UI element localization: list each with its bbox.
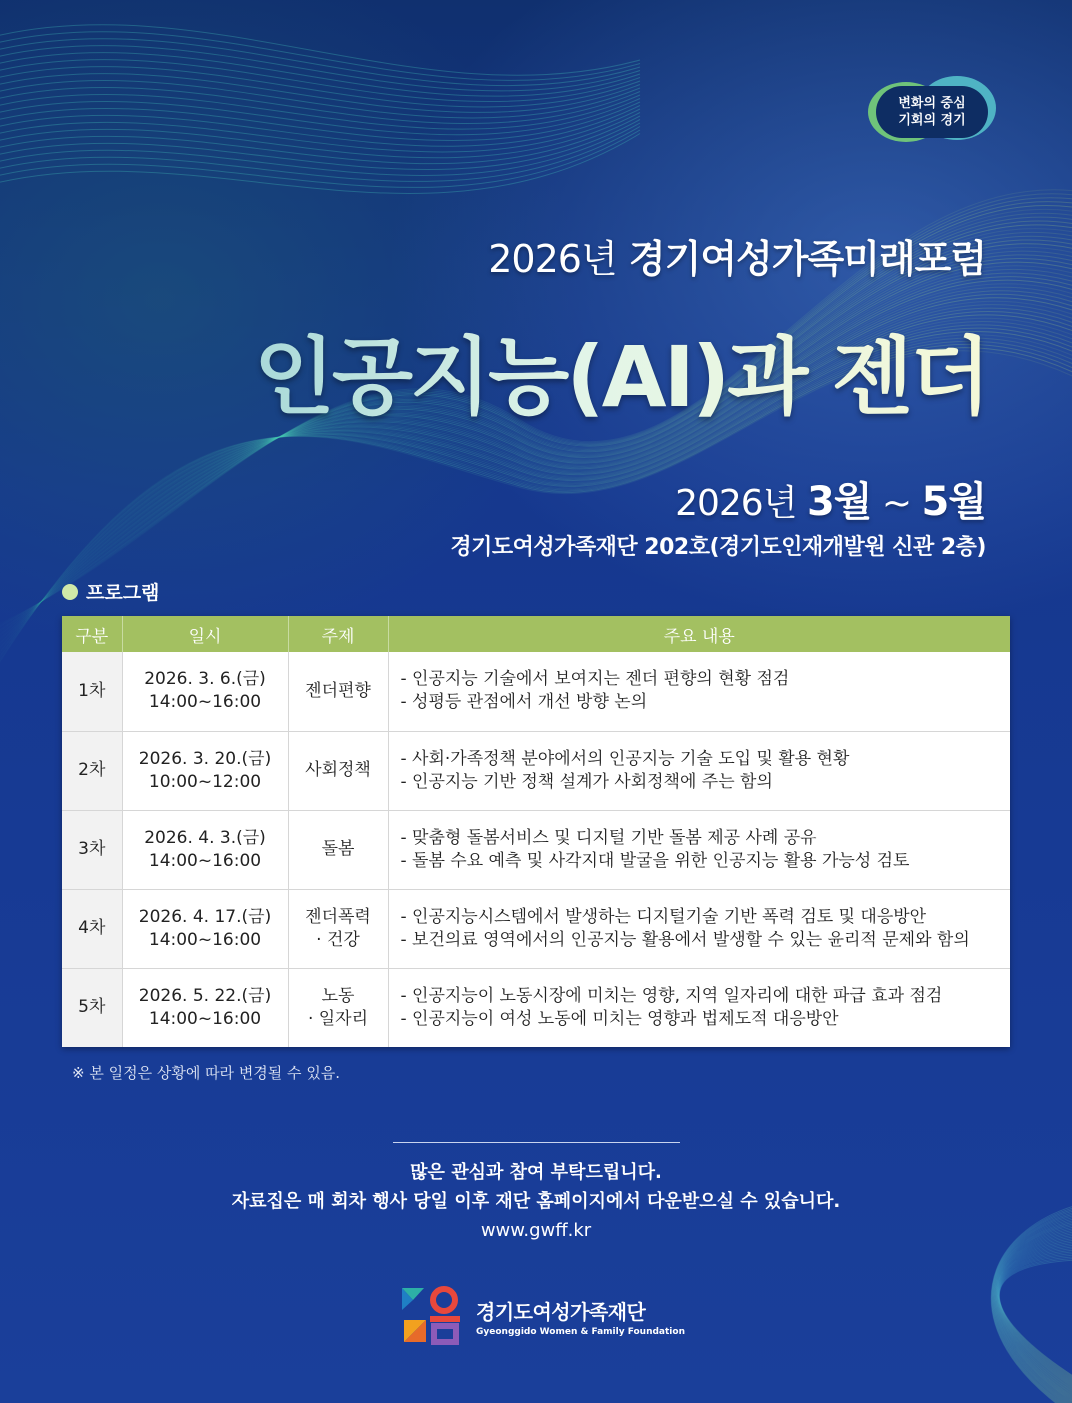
content-line-2: - 인공지능이 여성 노동에 미치는 영향과 법제도적 대응방안 bbox=[400, 1008, 839, 1029]
table-row bbox=[62, 731, 1010, 810]
divider bbox=[393, 1142, 680, 1143]
cell-content bbox=[388, 731, 1010, 810]
cell-date bbox=[122, 652, 288, 731]
schedule-note: ※ 본 일정은 상황에 따라 변경될 수 있음. bbox=[72, 1064, 341, 1082]
cell-date bbox=[122, 731, 288, 810]
content-line-2: - 인공지능 기반 정책 설계가 사회정책에 주는 함의 bbox=[400, 771, 773, 792]
event-period bbox=[675, 470, 986, 527]
cell-date bbox=[122, 889, 288, 968]
cell-round bbox=[62, 889, 122, 968]
cell-date bbox=[122, 810, 288, 889]
cell-content bbox=[388, 652, 1010, 731]
session-date: 2026. 3. 6.(금) bbox=[144, 669, 266, 690]
content-line-2: - 성평등 관점에서 개선 방향 논의 bbox=[400, 692, 648, 713]
period-separator: ~ bbox=[881, 483, 912, 524]
footer-message bbox=[0, 1158, 1072, 1245]
period-end: 5월 bbox=[921, 479, 986, 525]
topic-line-2: · 건강 bbox=[316, 929, 360, 950]
period-year: 2026년 bbox=[675, 483, 797, 524]
session-time: 10:00~12:00 bbox=[148, 771, 262, 792]
round-label: 3차 bbox=[78, 839, 106, 859]
cell-round bbox=[62, 731, 122, 810]
session-date: 2026. 3. 20.(금) bbox=[138, 748, 272, 769]
period-start: 3월 bbox=[806, 479, 872, 525]
main-title: 인공지능(AI)과 젠더 bbox=[254, 310, 988, 431]
content-line-1: - 인공지능시스템에서 발생하는 디지털기술 기반 폭력 검토 및 대응방안 bbox=[400, 906, 927, 927]
session-time: 14:00~16:00 bbox=[148, 692, 262, 713]
topic-line-1: 노동 bbox=[321, 985, 355, 1006]
forum-year: 2026년 bbox=[488, 237, 617, 281]
table-row bbox=[62, 652, 1010, 731]
program-label: 프로그램 bbox=[86, 582, 160, 604]
topic-line-1: 돌봄 bbox=[321, 839, 355, 859]
session-time: 14:00~16:00 bbox=[148, 850, 262, 871]
topic-line-1: 젠더폭력 bbox=[305, 906, 371, 927]
cell-content bbox=[388, 889, 1010, 968]
header-topic: 주제 bbox=[288, 616, 388, 652]
bullet-dot-icon bbox=[62, 584, 78, 600]
session-time: 14:00~16:00 bbox=[148, 929, 262, 950]
cell-round bbox=[62, 810, 122, 889]
round-label: 2차 bbox=[78, 760, 106, 780]
cell-round bbox=[62, 652, 122, 731]
footer-line-1: 많은 관심과 참여 부탁드립니다. bbox=[410, 1162, 662, 1183]
cell-content bbox=[388, 810, 1010, 889]
foundation-name: 경기도여성가족재단 bbox=[476, 1299, 646, 1324]
foundation-name-en: Gyeonggido Women & Family Foundation bbox=[476, 1326, 685, 1337]
content-line-1: - 사회·가족정책 분야에서의 인공지능 기술 도입 및 활용 현황 bbox=[400, 748, 850, 769]
footer-line-2: 자료집은 매 회차 행사 당일 이후 재단 홈페이지에서 다운받으실 수 있습니다. bbox=[231, 1191, 841, 1212]
cell-content bbox=[388, 968, 1010, 1047]
round-label: 4차 bbox=[78, 918, 106, 938]
cell-topic bbox=[288, 652, 388, 731]
content-line-1: - 맞춤형 돌봄서비스 및 디지털 기반 돌봄 제공 사례 공유 bbox=[400, 827, 817, 848]
header-date: 일시 bbox=[122, 616, 288, 652]
cell-topic bbox=[288, 810, 388, 889]
badge-line-1: 변화의 중심 bbox=[898, 96, 966, 111]
content-line-1: - 인공지능이 노동시장에 미치는 영향, 지역 일자리에 대한 파급 효과 점검 bbox=[400, 985, 943, 1006]
header-content: 주요 내용 bbox=[388, 616, 1010, 652]
badge-line-2: 기회의 경기 bbox=[898, 113, 966, 128]
table-row bbox=[62, 968, 1010, 1047]
forum-title bbox=[488, 228, 986, 283]
session-date: 2026. 4. 17.(금) bbox=[138, 906, 272, 927]
round-label: 5차 bbox=[78, 997, 106, 1018]
forum-name: 경기여성가족미래포럼 bbox=[628, 237, 986, 281]
slogan-badge bbox=[868, 76, 996, 148]
topic-line-1: 사회정책 bbox=[305, 760, 371, 780]
table-row bbox=[62, 889, 1010, 968]
round-label: 1차 bbox=[78, 680, 106, 701]
table-header-row bbox=[62, 616, 1010, 652]
cell-topic bbox=[288, 889, 388, 968]
program-heading bbox=[62, 578, 159, 605]
table-row bbox=[62, 810, 1010, 889]
content-line-2: - 보건의료 영역에서의 인공지능 활용에서 발생할 수 있는 윤리적 문제와 함의 bbox=[400, 929, 970, 950]
cell-round bbox=[62, 968, 122, 1047]
session-date: 2026. 5. 22.(금) bbox=[138, 985, 272, 1006]
content-line-1: - 인공지능 기술에서 보여지는 젠더 편향의 현황 점검 bbox=[400, 669, 790, 690]
topic-line-1: 젠더편향 bbox=[305, 680, 371, 701]
foundation-logo bbox=[400, 1286, 685, 1346]
session-time: 14:00~16:00 bbox=[148, 1008, 262, 1029]
cell-topic bbox=[288, 731, 388, 810]
content-line-2: - 돌봄 수요 예측 및 사각지대 발굴을 위한 인공지능 활용 가능성 검토 bbox=[400, 850, 910, 871]
cell-date bbox=[122, 968, 288, 1047]
header-round: 구분 bbox=[62, 616, 122, 652]
venue: 경기도여성가족재단 202호(경기도인재개발원 신관 2층) bbox=[450, 535, 986, 560]
topic-line-2: · 일자리 bbox=[307, 1008, 369, 1029]
foundation-logo-icon bbox=[400, 1286, 466, 1346]
schedule-table bbox=[62, 616, 1010, 1047]
session-date: 2026. 4. 3.(금) bbox=[144, 827, 266, 848]
homepage-link[interactable]: www.gwff.kr bbox=[480, 1220, 592, 1241]
cell-topic bbox=[288, 968, 388, 1047]
